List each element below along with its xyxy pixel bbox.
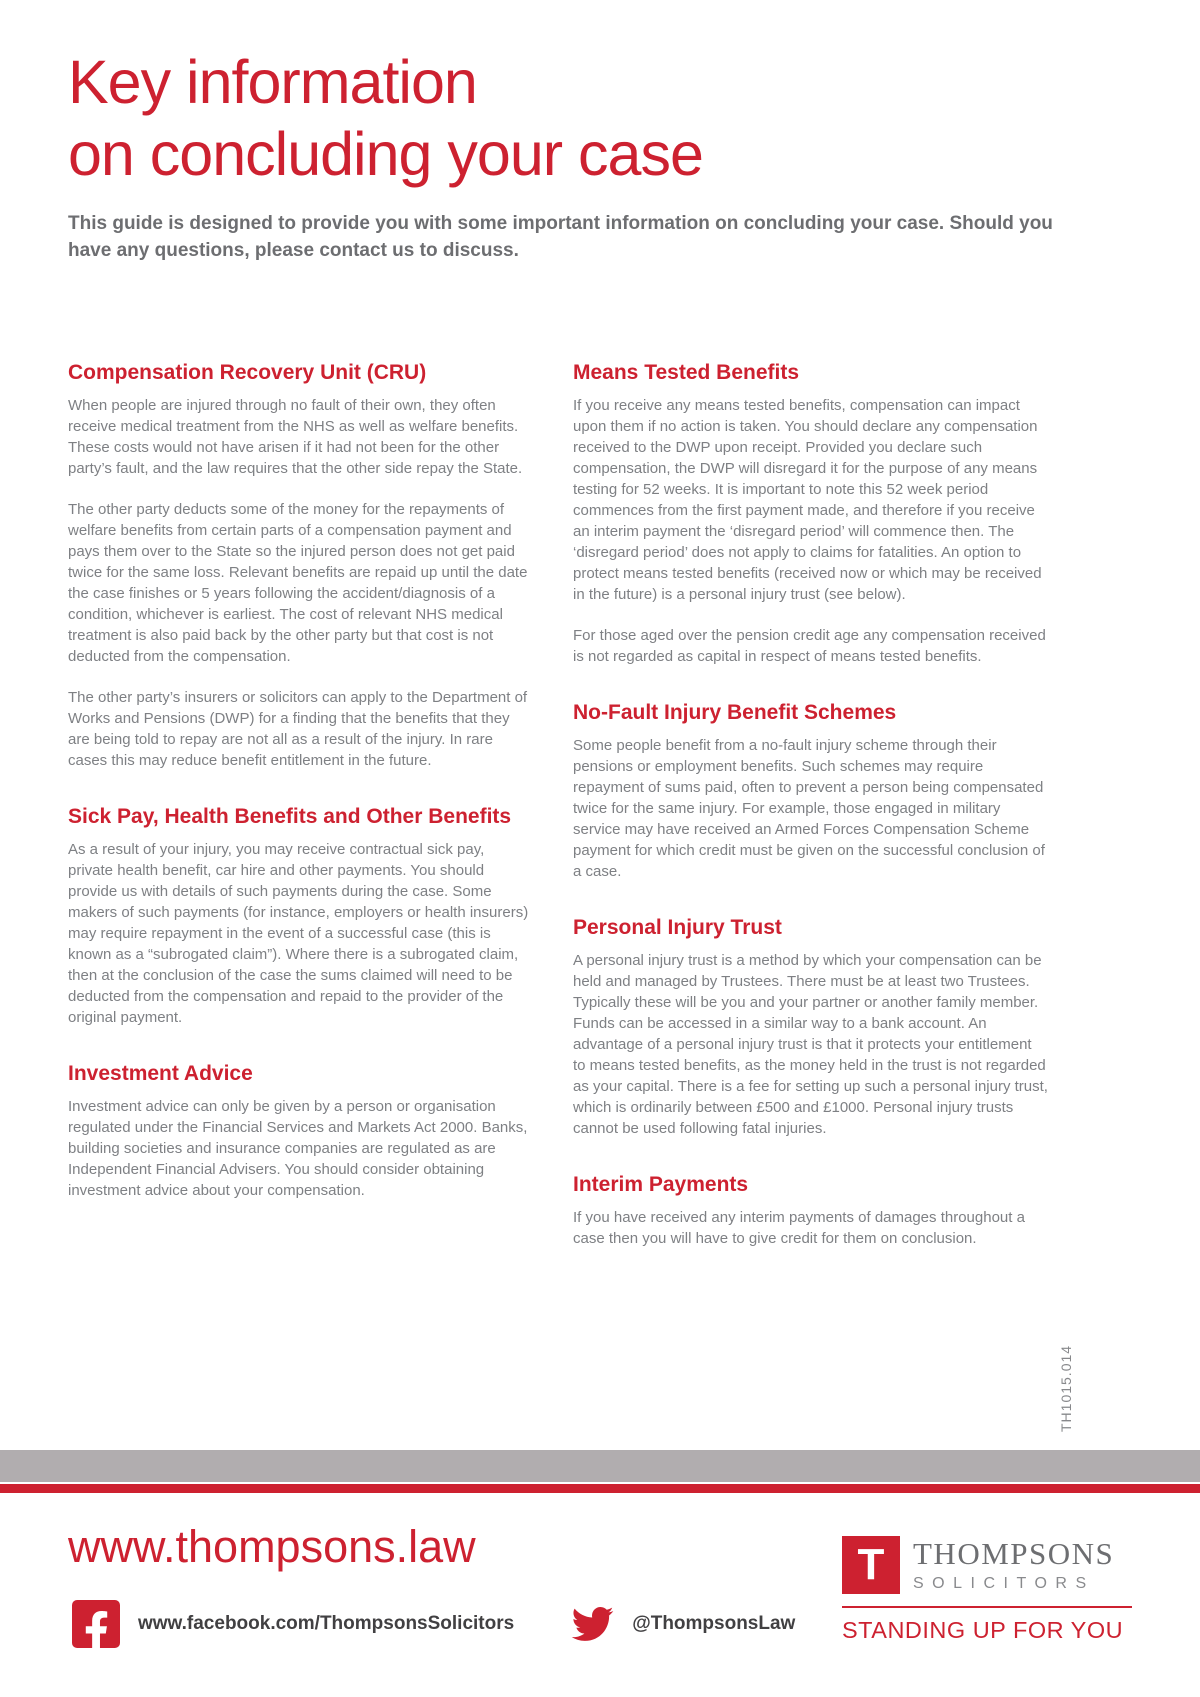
body-paragraph: If you have received any interim payments of damages throughout a case then you will have to give credit for them on conclusion.: [573, 1209, 1025, 1247]
thompsons-logo: [842, 1536, 1132, 1644]
section-no-fault-injury-schemes: [573, 700, 1048, 882]
logo-row: [842, 1536, 1132, 1594]
section-compensation-recovery-unit: [68, 360, 533, 771]
twitter-handle-link[interactable]: @ThompsonsLaw: [632, 1613, 796, 1634]
page-title-line2: on concluding your case: [68, 120, 703, 188]
section-investment-advice: [68, 1061, 533, 1201]
right-column: [573, 360, 1048, 1249]
facebook-link[interactable]: www.facebook.com/ThompsonsSolicitors: [138, 1613, 515, 1634]
section-personal-injury-trust: [573, 915, 1048, 1139]
body-paragraph: As a result of your injury, you may receive contractual sick pay, private health benefit, car hire and other payments. You should provide us with details of such payments during the case. Some makers of such payments (for instance, employers or health insurers) may require repayment in the event of a successful case (this is known as a “subrogated claim”). Where there is a subrogated claim, then at the conclusion of the case the sums claimed will need to be deducted from the compensation and repaid to the provider of the original payment.: [68, 841, 529, 1026]
logo-divider: [842, 1606, 1132, 1608]
two-column-body: [68, 360, 1132, 1249]
footer-gray-bar: [0, 1450, 1200, 1482]
logo-initial: T: [857, 1540, 885, 1589]
body-paragraph: The other party’s insurers or solicitors can apply to the Department of Works and Pensions (DWP) for a finding that the benefits that they are being told to repay are not all as a result of the injury. In rare cases this may reduce benefit entitlement in the future.: [68, 689, 528, 769]
website-link[interactable]: www.thompsons.law: [68, 1521, 476, 1572]
page-title: [68, 0, 1132, 190]
section-heading: Personal Injury Trust: [573, 916, 782, 939]
body-paragraph: For those aged over the pension credit age any compensation received is not regarded as capital in respect of means tested benefits.: [573, 627, 1046, 665]
body-paragraph: The other party deducts some of the money for the repayments of welfare benefits from certain parts of a compensation payment and pays them over to the State so the injured person does not get paid twice for the same loss. Relevant benefits are repaid up until the date the case finishes or 5 years following the accident/diagnosis of a condition, whichever is earliest. The cost of relevant NHS medical treatment is also paid back by the other party but that cost is not deducted from the compensation.: [68, 501, 528, 665]
document-reference-code: TH1015.014: [1058, 1344, 1074, 1432]
section-heading: Interim Payments: [573, 1173, 749, 1196]
section-heading: Compensation Recovery Unit (CRU): [68, 361, 427, 384]
footer-red-bar: [0, 1484, 1200, 1493]
body-paragraph: A personal injury trust is a method by which your compensation can be held and managed by Trustees. There must be at least two Trustees. Typically these will be you and your partner or another family member. Funds can be accessed in a similar way to a bank account. An advantage of a personal injury trust is that it protects your entitlement to means tested benefits, as the money held in the trust is not regarded as your capital. There is a fee for setting up such a personal injury trust, which is ordinarily between £500 and £1000. Personal injury trusts cannot be used following fatal injuries.: [573, 952, 1048, 1137]
body-paragraph: Investment advice can only be given by a person or organisation regulated under the Financial Services and Markets Act 2000. Banks, building societies and insurance companies are regulated as are Independent Financial Advisers. You should consider obtaining investment advice about your compensation.: [68, 1098, 528, 1199]
logo-t-mark: [842, 1536, 900, 1594]
section-heading: Sick Pay, Health Benefits and Other Benefits: [68, 805, 512, 828]
section-heading: No-Fault Injury Benefit Schemes: [573, 701, 897, 724]
logo-tagline: STANDING UP FOR YOU: [842, 1617, 1124, 1643]
body-paragraph: When people are injured through no fault of their own, they often receive medical treatment from the NHS as well as welfare benefits. These costs would not have arisen if it had not been for the other party’s fault, and the law requires that the other side repay the State.: [68, 397, 523, 477]
intro-text: This guide is designed to provide you with some important information on concluding your case. Should you have any questions, please contact us to discuss.: [68, 213, 1053, 261]
logo-wordmark: [913, 1536, 1132, 1593]
section-sick-pay-benefits: [68, 804, 533, 1028]
body-paragraph: If you receive any means tested benefits, compensation can impact upon them if no action is taken. You should declare any compensation received to the DWP upon receipt. Provided you declare such compensation, the DWP will disregard it for the purpose of any means testing for 52 weeks. It is important to note this 52 week period commences from the first payment made, and therefore if you receive an interim payment the ‘disregard period’ will commence then. The ‘disregard period’ does not apply to claims for fatalities. An option to protect means tested benefits (received now or which may be received in the future) is a personal injury trust (see below).: [573, 397, 1042, 603]
logo-subtitle: SOLICITORS: [913, 1575, 1095, 1592]
section-heading: Means Tested Benefits: [573, 361, 800, 384]
logo-company-name: THOMPSONS: [913, 1536, 1115, 1571]
facebook-icon: [72, 1600, 120, 1648]
section-interim-payments: [573, 1172, 1048, 1249]
section-heading: Investment Advice: [68, 1062, 253, 1085]
left-column: [68, 360, 533, 1249]
social-links-row: [72, 1600, 795, 1648]
section-means-tested-benefits: [573, 360, 1048, 667]
body-paragraph: Some people benefit from a no-fault injury scheme through their pensions or employment benefits. Such schemes may require repayment of sums paid, often to prevent a person being compensated twice for the same injury. For example, those engaged in military service may have received an Armed Forces Compensation Scheme payment for which credit must be given on the successful conclusion of a case.: [573, 737, 1045, 880]
page-title-line1: Key information: [68, 48, 477, 116]
twitter-icon: [566, 1602, 618, 1646]
